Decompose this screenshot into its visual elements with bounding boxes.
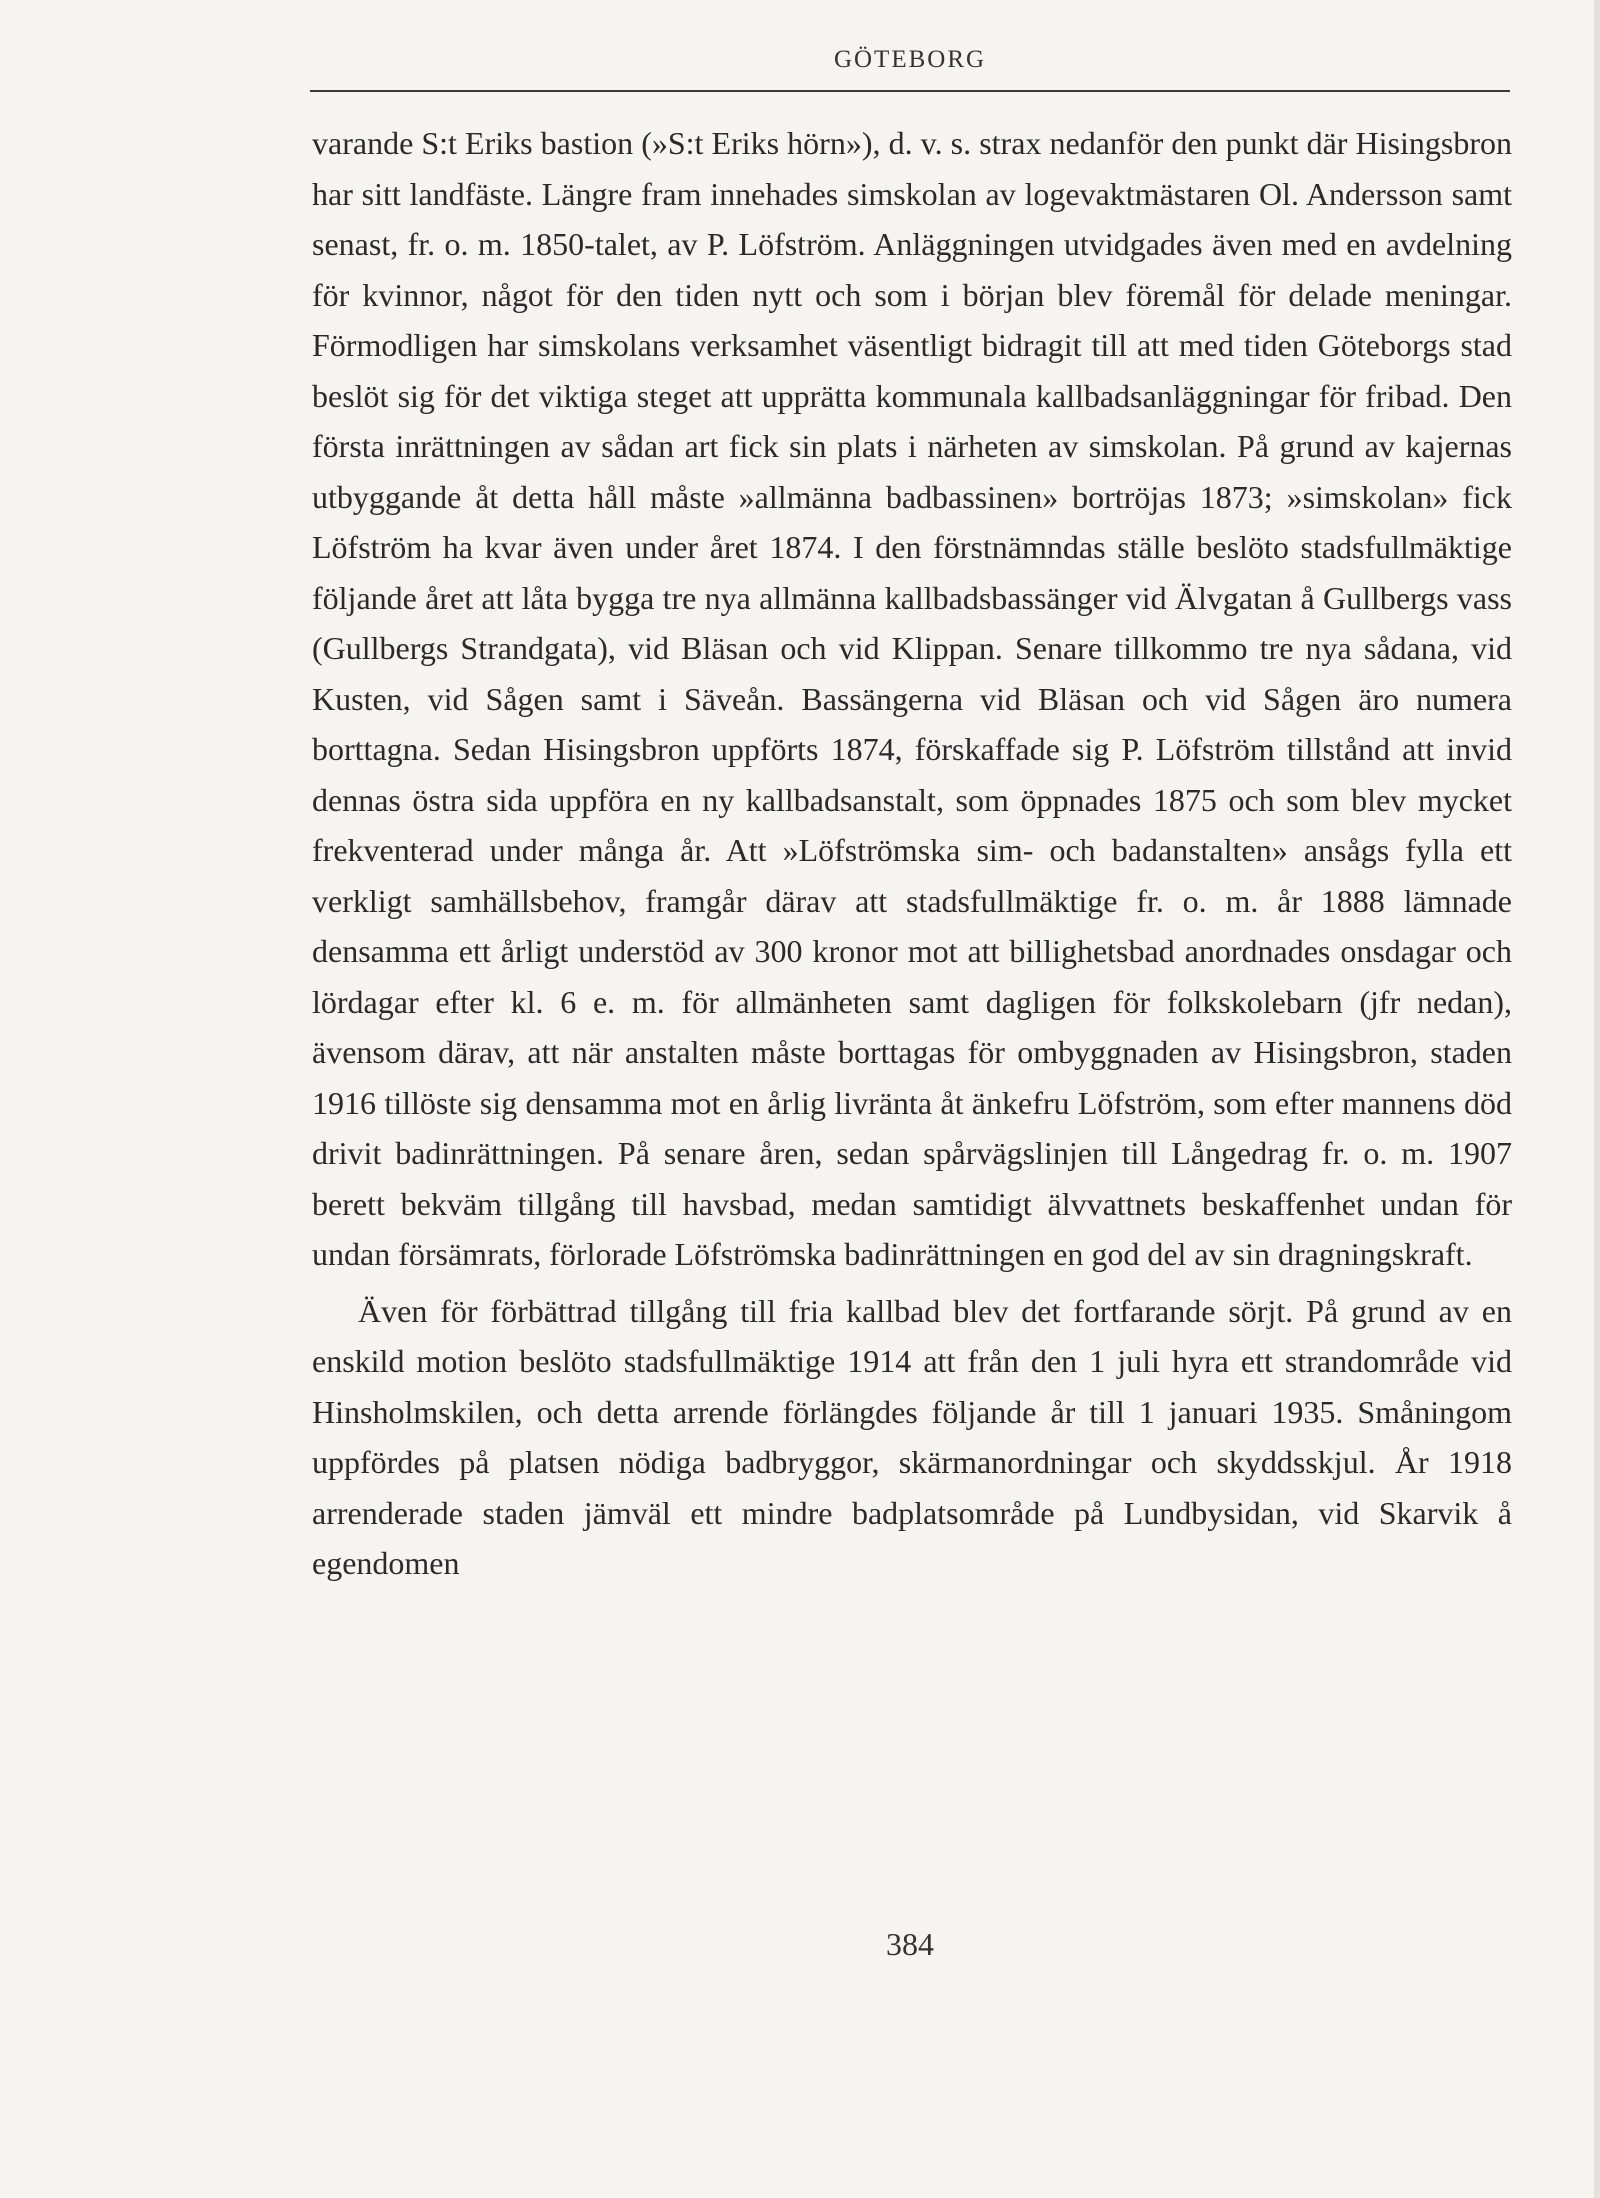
paragraph-2: Även för förbättrad tillgång till fria kallbad blev det fortfarande sörjt. På grund av en enskild motion beslöto stadsfullmäktige 1914 att från den 1 juli hyra ett strandområde vid Hinsholmskilen, och detta arrende förlängdes följande år till 1 januari 1935. Småningom uppfördes på platsen nödiga badbryggor, skärmanordningar och skyddsskjul. År 1918 arrenderade staden jämväl ett mindre badplatsområde på Lundbysidan, vid Skarvik å egendomen [312,1292,1512,1581]
header-rule [310,90,1510,92]
body-text [312,118,1512,1589]
paragraph-1: varande S:t Eriks bastion (»S:t Eriks hörn»), d. v. s. strax nedanför den punkt där Hisingsbron har sitt landfäste. Längre fram innehades simskolan av logevaktmästaren Ol. Andersson samt senast, fr. o. m. 1850-talet, av P. Löfström. Anläggningen utvidgades även med en avdelning för kvinnor, något för den tiden nytt och som i början blev föremål för delade meningar. Förmodligen har simskolans verksamhet väsentligt bidragit till att med tiden Göteborgs stad beslöt sig för det viktiga steget att upprätta kommunala kallbadsanläggningar för fribad. Den första inrättningen av sådan art fick sin plats i närheten av simskolan. På grund av kajernas utbyggande åt detta håll måste »allmänna badbassinen» bortröjas 1873; »simskolan» fick Löfström ha kvar även under året 1874. I den förstnämndas ställe beslöto stadsfullmäktige följande året att låta bygga tre nya allmänna kallbadsbassänger vid Älvgatan å Gullbergs vass (Gullbergs Strandgata), vid Bläsan och vid Klippan. Senare tillkommo tre nya sådana, vid Kusten, vid Sågen samt i Säveån. Bassängerna vid Bläsan och vid Sågen äro numera borttagna. Sedan Hisingsbron uppförts 1874, förskaffade sig P. Löfström tillstånd att invid dennas östra sida uppföra en ny kallbadsanstalt, som öppnades 1875 och som blev mycket frekventerad under många år. Att »Löfströmska sim- och badanstalten» ansågs fylla ett verkligt samhällsbehov, framgår därav att stadsfullmäktige fr. o. m. år 1888 lämnade densamma ett årligt understöd av 300 kronor mot att billighetsbad anordnades onsdagar och lördagar efter kl. 6 e. m. för allmänheten samt dagligen för folkskolebarn (jfr nedan), ävensom därav, att när anstalten måste borttagas för ombyggnaden av Hisingsbron, staden 1916 tillöste sig densamma mot en årlig livränta åt änkefru Löfström, som efter mannens död drivit badinrättningen. På senare åren, sedan spårvägslinjen till Långedrag fr. o. m. 1907 berett bekväm tillgång till havsbad, medan samtidigt älvvattnets beskaffenhet undan för undan försämrats, förlorade Löfströmska badinrättningen en god del av sin dragningskraft. [312,125,1512,1272]
page-number: 384 [886,1926,934,1962]
running-head-title: GÖTEBORG [833,46,987,73]
page-edge-shadow [1594,0,1600,2198]
